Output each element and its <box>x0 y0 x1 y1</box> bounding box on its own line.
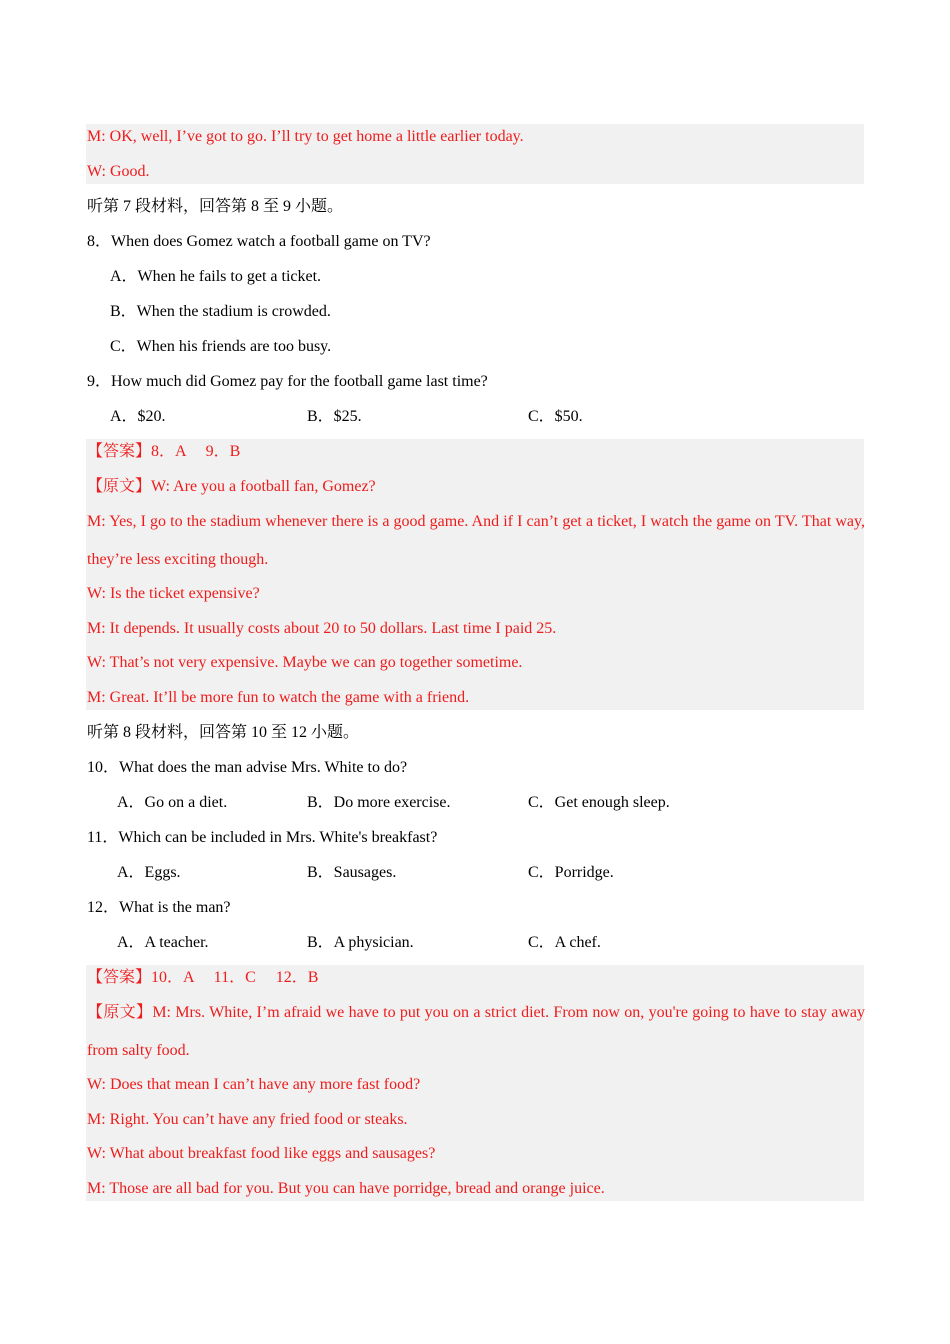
question-10: 10．What does the man advise Mrs. White to do? <box>87 759 408 776</box>
transcript-paragraph: M: Yes, I go to the stadium whenever there is a good game. And if I can’t get a ticket, I watch the game on TV. That way, they’re less exciting though. <box>87 513 865 568</box>
answer-key: 【答案】8．A 9．B <box>87 443 241 460</box>
q9-option-c: C．$50. <box>528 408 583 425</box>
section-instruction: 听第 7 段材料，回答第 8 至 9 小题。 <box>87 198 344 215</box>
q9-option-b: B．$25. <box>307 408 362 425</box>
question-12: 12．What is the man? <box>87 899 231 916</box>
answer-key: 【答案】10．A 11．C 12．B <box>87 969 319 986</box>
transcript-line: W: What about breakfast food like eggs and sausages? <box>87 1145 436 1162</box>
transcript-line: M: Great. It’ll be more fun to watch the game with a friend. <box>87 689 470 706</box>
q10-option-c: C．Get enough sleep. <box>528 794 670 811</box>
q8-option-a: A．When he fails to get a ticket. <box>110 268 322 285</box>
q12-option-b: B．A physician. <box>307 934 414 951</box>
q8-option-c: C．When his friends are too busy. <box>110 338 332 355</box>
q12-option-c: C．A chef. <box>528 934 601 951</box>
q8-option-b: B．When the stadium is crowded. <box>110 303 331 320</box>
section-instruction: 听第 8 段材料，回答第 10 至 12 小题。 <box>87 724 360 741</box>
q10-option-a: A．Go on a diet. <box>117 794 228 811</box>
transcript-line: 【原文】W: Are you a football fan, Gomez? <box>87 478 376 495</box>
q11-option-c: C．Porridge. <box>528 864 614 881</box>
transcript-line: W: Is the ticket expensive? <box>87 585 260 602</box>
transcript-line: M: It depends. It usually costs about 20 to 50 dollars. Last time I paid 25. <box>87 620 557 637</box>
question-8: 8．When does Gomez watch a football game on TV? <box>87 233 431 250</box>
transcript-paragraph: 【原文】M: Mrs. White, I’m afraid we have to put you on a strict diet. From now on, you're going to have to stay away from salty food. <box>87 1004 865 1059</box>
transcript-line: W: That’s not very expensive. Maybe we can go together sometime. <box>87 654 523 671</box>
transcript-line: M: Those are all bad for you. But you can have porridge, bread and orange juice. <box>87 1180 605 1197</box>
q12-option-a: A．A teacher. <box>117 934 209 951</box>
q10-option-b: B．Do more exercise. <box>307 794 451 811</box>
question-9: 9．How much did Gomez pay for the football game last time? <box>87 373 488 390</box>
transcript-line: W: Good. <box>87 163 150 180</box>
transcript-line: M: Right. You can’t have any fried food or steaks. <box>87 1111 408 1128</box>
question-11: 11．Which can be included in Mrs. White's breakfast? <box>87 829 438 846</box>
transcript-line: M: OK, well, I’ve got to go. I’ll try to get home a little earlier today. <box>87 128 524 145</box>
transcript-line: W: Does that mean I can’t have any more fast food? <box>87 1076 421 1093</box>
q9-option-a: A．$20. <box>110 408 166 425</box>
q11-option-b: B．Sausages. <box>307 864 397 881</box>
q11-option-a: A．Eggs. <box>117 864 181 881</box>
